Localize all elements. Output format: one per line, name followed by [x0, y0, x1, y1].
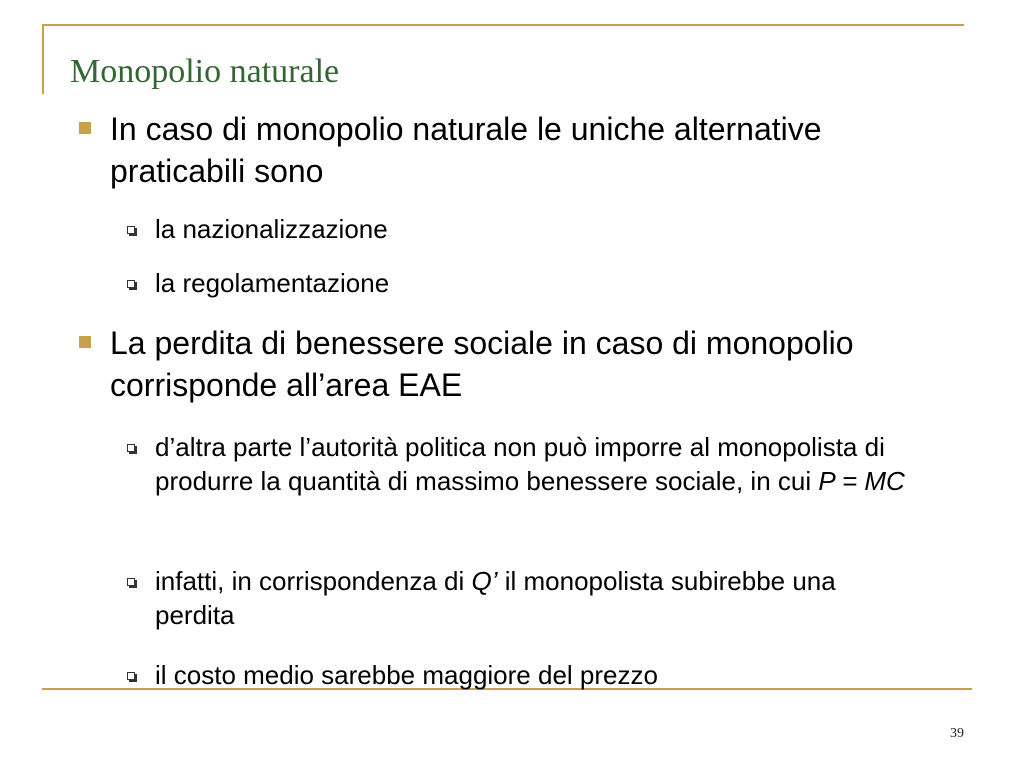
bullet-text: La perdita di benessere sociale in caso di monopolio corrisponde all’area EAE	[110, 325, 854, 403]
frame-top-rule	[42, 24, 964, 26]
sub-bullet-nazionalizzazione	[155, 212, 915, 246]
sub-bullet-text: la nazionalizzazione	[155, 214, 388, 244]
sub-bullet-text: il costo medio sarebbe maggiore del prezzo	[155, 660, 658, 690]
sub-bullet-text: la regolamentazione	[155, 268, 390, 298]
bullet-text: In caso di monopolio naturale le uniche alternative praticabili sono	[110, 111, 822, 189]
square-bullet-icon	[79, 336, 91, 348]
page-number: 39	[950, 726, 964, 741]
hollow-square-bullet-icon	[127, 280, 135, 288]
sub-bullet-political-authority	[155, 430, 915, 498]
hollow-square-bullet-icon	[127, 226, 135, 234]
bullet-welfare-loss	[110, 322, 890, 406]
frame-left-rule	[42, 24, 44, 94]
sub-bullet-loss-at-q	[155, 564, 915, 632]
sub-bullet-text: il monopolista subirebbe una perdita	[155, 566, 836, 630]
square-bullet-icon	[79, 122, 91, 134]
sub-bullet-text: d’altra parte l’autorità politica non può imporre al monopolista di produrre la quantità di massimo benessere sociale, in cui	[155, 432, 885, 496]
sub-bullet-text: infatti, in corrispondenza di	[155, 566, 472, 596]
hollow-square-bullet-icon	[127, 444, 135, 452]
slide-title: Monopolio naturale	[70, 53, 340, 90]
sub-bullet-regolamentazione	[155, 266, 915, 300]
symbol-q-prime: Q’	[471, 566, 498, 596]
hollow-square-bullet-icon	[127, 672, 135, 680]
formula-p-equals-mc: P = MC	[818, 466, 905, 496]
bullet-alternatives	[110, 108, 890, 192]
sub-bullet-average-cost	[155, 658, 915, 692]
hollow-square-bullet-icon	[127, 578, 135, 586]
